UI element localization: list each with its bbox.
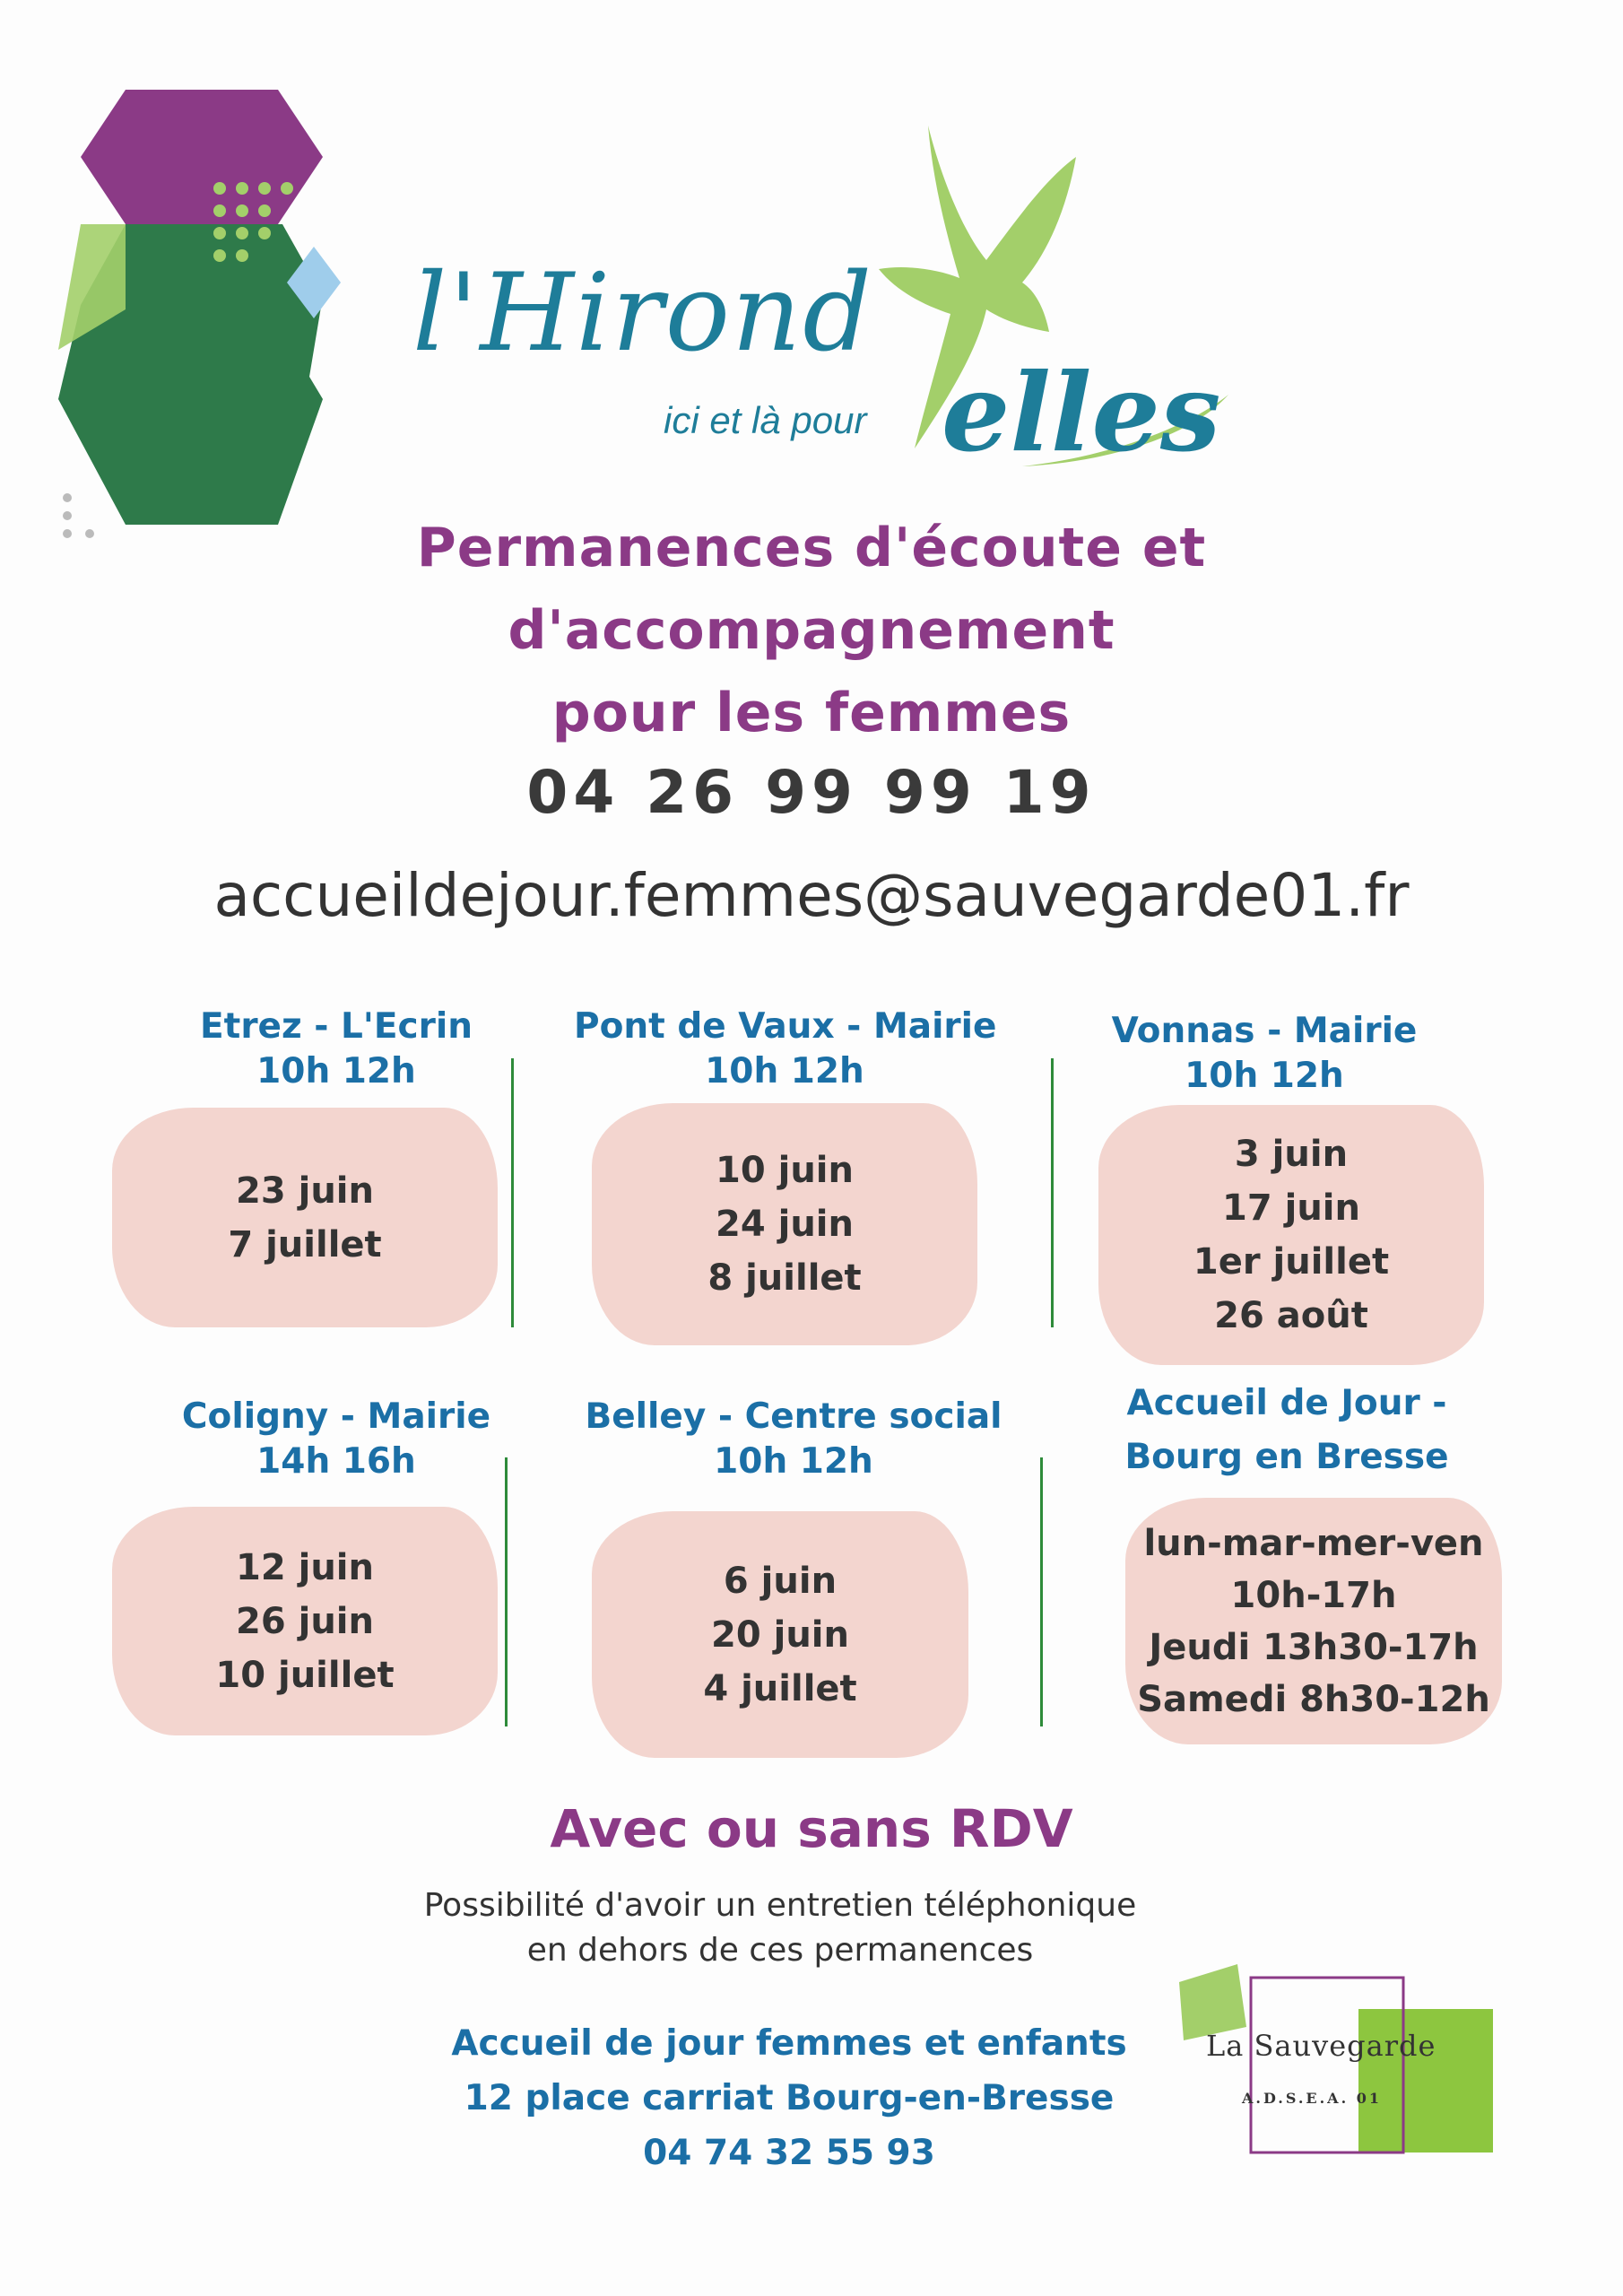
date-item: 12 juin [236,1546,374,1588]
date-item: 7 juillet [228,1223,382,1265]
contact-name: Accueil de jour femmes et enfants [451,2023,1127,2064]
dates-card [592,1511,968,1758]
dates-card [1125,1498,1502,1744]
location-name: Coligny - Mairie [181,1396,491,1437]
rdv-heading: Avec ou sans RDV [550,1798,1073,1859]
contact-phone[interactable]: 04 74 32 55 93 [643,2133,935,2173]
logo-tagline: ici et là pour [664,399,867,441]
schedule-item: Samedi 8h30-12h [1137,1678,1490,1720]
location-name: Etrez - L'Ecrin [200,1006,473,1047]
location-title [1098,1377,1475,1484]
dates-card [592,1103,977,1345]
schedule-item: lun-mar-mer-ven [1143,1522,1484,1564]
date-item: 3 juin [1234,1134,1349,1175]
date-item: 20 juin [711,1613,849,1656]
location-hours: 10h 12h [256,1051,416,1091]
date-item: 26 juin [236,1600,374,1642]
date-item: 26 août [1214,1295,1368,1336]
contact-block [350,2016,1228,2180]
dates-card [1098,1105,1484,1365]
heading-line: d'accompagnement [508,599,1115,662]
divider [1040,1457,1043,1726]
dates-card [112,1507,498,1735]
date-item: 24 juin [716,1204,854,1245]
location-hours: 10h 12h [714,1441,873,1482]
location-hours: 14h 16h [256,1441,416,1482]
location-name: Bourg en Bresse [1124,1437,1449,1477]
date-item: 10 juillet [215,1654,395,1696]
phone-number[interactable]: 04 26 99 99 19 [526,758,1097,827]
heading-line: Permanences d'écoute et [416,517,1207,579]
location-title [143,1004,529,1094]
note-line: Possibilité d'avoir un entretien téléphonique [423,1887,1137,1924]
location-name: Accueil de Jour - [1126,1383,1447,1423]
divider [505,1457,508,1726]
contact-address: 12 place carriat Bourg-en-Bresse [464,2078,1115,2118]
decorative-hexagons [49,81,354,547]
location-hours: 10h 12h [705,1051,864,1091]
divider [1051,1058,1054,1327]
divider [511,1058,514,1327]
date-item: 17 juin [1222,1187,1360,1229]
heading-line: pour les femmes [551,682,1072,744]
date-item: 8 juillet [707,1257,862,1299]
main-heading [0,507,1623,754]
note-line: en dehors de ces permanences [526,1932,1034,1969]
date-item: 23 juin [236,1170,374,1212]
sauvegarde-name: La Sauvegarde [1206,2029,1436,2063]
location-title [574,1395,1013,1484]
location-name: Belley - Centre social [585,1396,1002,1437]
date-item: 6 juin [723,1560,838,1602]
logo-text: l'Hirond [412,251,874,376]
dates-card [112,1108,498,1327]
email-address[interactable]: accueildejour.femmes@sauvegarde01.fr [213,861,1410,930]
sauvegarde-sub: A.D.S.E.A. 01 [1242,2090,1382,2107]
location-title [574,1004,995,1094]
date-item: 4 juillet [703,1667,857,1709]
location-name: Vonnas - Mairie [1111,1011,1418,1051]
location-title [1067,1009,1462,1099]
logo-elles: elles [942,350,1221,476]
schedule-item: Jeudi 13h30-17h [1149,1626,1479,1668]
location-title [143,1395,529,1484]
date-item: 10 juin [716,1150,854,1191]
schedule-item: 10h-17h [1230,1574,1397,1616]
location-name: Pont de Vaux - Mairie [574,1006,997,1047]
date-item: 1er juillet [1193,1241,1390,1283]
location-hours: 10h 12h [1185,1056,1344,1096]
